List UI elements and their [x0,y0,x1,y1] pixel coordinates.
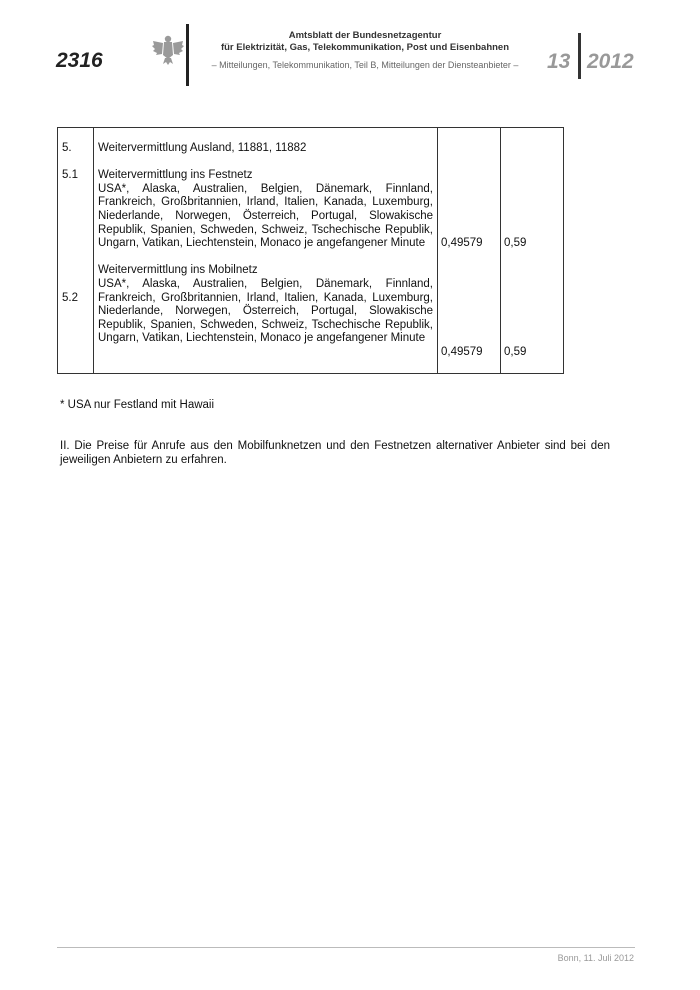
item-number: 5.1 [62,169,78,182]
price-table [57,127,564,374]
footer-date: Bonn, 11. Juli 2012 [557,953,634,963]
table-row [58,128,564,374]
gross-price: 0,59 [504,345,527,358]
footnote: * USA nur Festland mit Hawaii [60,399,215,411]
item-description: USA*, Alaska, Australien, Belgien, Dänemark, Finnland, Frankreich, Großbritannien, Irland, Italien, Kanada, Luxemburg, Niederlande, Norwegen, Österreich, Portugal, Slowakische Republik, Spanien, Schweden, Schweiz, Tschechische Republik, Ungarn, Vatikan, Liechtenstein, Monaco je angefangener Minute [98,277,433,345]
net-price-column [438,128,501,374]
item-title: Weitervermittlung ins Mobilnetz [98,264,258,277]
issue-number: 13 [547,50,571,73]
description-column [94,128,438,374]
page-number: 2316 [56,49,103,72]
header-divider-bar [186,24,189,86]
item-title: Weitervermittlung Ausland, 11881, 11882 [98,142,307,154]
net-price: 0,49579 [441,345,483,358]
issue-year: 2012 [587,50,634,73]
issue-divider-bar [578,33,581,79]
footer-divider [57,947,635,948]
net-price: 0,49579 [441,237,483,250]
item-number-column [58,128,94,374]
publication-subtitle: für Elektrizität, Gas, Telekommunikation, Post und Eisenbahnen [220,42,510,53]
item-number: 5. [62,142,72,154]
body-paragraph: II. Die Preise für Anrufe aus den Mobilfunknetzen und den Festnetzen alternativer Anbieter sind bei den jeweiligen Anbietern zu erfahren. [60,440,610,466]
item-number: 5.2 [62,291,78,304]
gross-price-column [501,128,564,374]
section-title: – Mitteilungen, Telekommunikation, Teil B, Mitteilungen der Diensteanbieter – [211,60,519,70]
publication-title: Amtsblatt der Bundesnetzagentur [288,30,442,41]
gross-price: 0,59 [504,237,527,250]
item-title: Weitervermittlung ins Festnetz [98,169,253,182]
item-description: USA*, Alaska, Australien, Belgien, Dänemark, Finnland, Frankreich, Großbritannien, Irland, Italien, Kanada, Luxemburg, Niederlande, Norwegen, Österreich, Portugal, Slowakische Republik, Spanien, Schweden, Schweiz, Tschechische Republik, Ungarn, Vatikan, Liechtenstein, Monaco je angefangener Minute [98,182,433,250]
federal-eagle-icon [151,33,185,67]
